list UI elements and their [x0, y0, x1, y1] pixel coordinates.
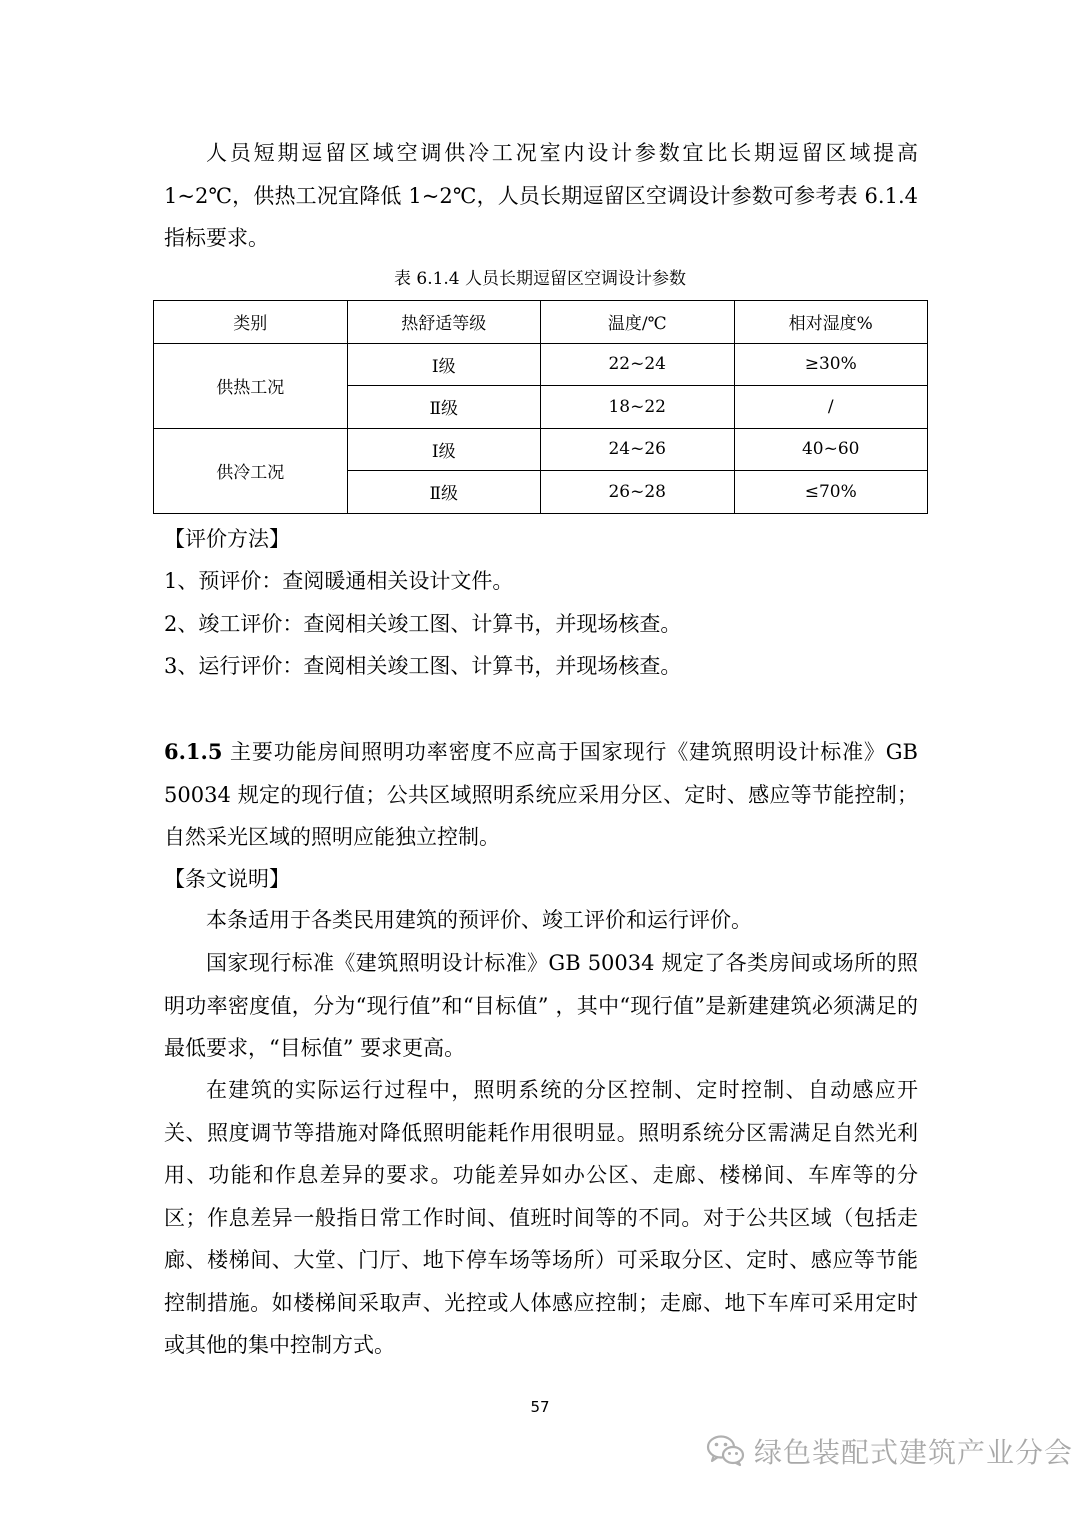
- category-cell: 供冷工况: [154, 428, 348, 513]
- temperature-cell: 18~22: [541, 386, 735, 429]
- header-category: 类别: [154, 301, 348, 344]
- level-cell: Ⅰ级: [347, 428, 541, 471]
- humidity-cell: 40~60: [734, 428, 928, 471]
- temperature-cell: 24~26: [541, 428, 735, 471]
- level-cell: Ⅱ级: [347, 386, 541, 429]
- table-row: [154, 428, 928, 471]
- temperature-cell: 22~24: [541, 343, 735, 386]
- header-humidity: 相对湿度%: [734, 301, 928, 344]
- table-caption: 表 6.1.4 人员长期逗留区空调设计参数: [393, 269, 687, 289]
- header-comfort-level: 热舒适等级: [347, 301, 541, 344]
- clause-paragraph: [164, 731, 918, 859]
- clause-number: 6.1.5: [164, 739, 223, 764]
- evaluation-heading: 【评价方法】: [164, 527, 290, 551]
- watermark-text: 绿色装配式建筑产业分会: [754, 1436, 1074, 1469]
- clause-text: 主要功能房间照明功率密度不应高于国家现行《建筑照明设计标准》GB 50034 规定的现行值；公共区域照明系统应采用分区、定时、感应等节能控制；自然采光区域的照明应能独立控制。: [164, 740, 918, 849]
- explanation-heading: 【条文说明】: [164, 867, 290, 891]
- watermark: [706, 1429, 1073, 1473]
- level-cell: Ⅰ级: [347, 343, 541, 386]
- explanation-paragraph: 在建筑的实际运行过程中，照明系统的分区控制、定时控制、自动感应开关、照度调节等措施对降低照明能耗作用很明显。照明系统分区需满足自然光利用、功能和作息差异的要求。功能差异如办公区、走廊、楼梯间、车库等的分区；作息差异一般指日常工作时间、值班时间等的不同。对于公共区域（包括走廊、楼梯间、大堂、门厅、地下停车场等场所）可采取分区、定时、感应等节能控制措施。如楼梯间采取声、光控或人体感应控制；走廊、地下车库可采用定时或其他的集中控制方式。: [164, 1078, 918, 1357]
- level-cell: Ⅱ级: [347, 471, 541, 514]
- evaluation-item: 3、运行评价：查阅相关竣工图、计算书，并现场核查。: [164, 654, 682, 678]
- humidity-cell: /: [734, 386, 928, 429]
- evaluation-item: 1、预评价：查阅暖通相关设计文件。: [164, 569, 514, 593]
- wechat-icon: [706, 1434, 746, 1468]
- design-parameters-table: [153, 300, 928, 514]
- category-cell: 供热工况: [154, 343, 348, 428]
- humidity-cell: ≥30%: [734, 343, 928, 386]
- intro-paragraph: 人员短期逗留区域空调供冷工况室内设计参数宜比长期逗留区域提高1~2℃，供热工况宜降低 1~2℃，人员长期逗留区空调设计参数可参考表 6.1.4 指标要求。: [164, 141, 918, 250]
- table-row: [154, 343, 928, 386]
- evaluation-item: 2、竣工评价：查阅相关竣工图、计算书，并现场核查。: [164, 612, 682, 636]
- temperature-cell: 26~28: [541, 471, 735, 514]
- explanation-paragraph: 国家现行标准《建筑照明设计标准》GB 50034 规定了各类房间或场所的照明功率密度值，分为“现行值”和“目标值” ，其中“现行值”是新建建筑必须满足的最低要求，“目标值” 要求更高。: [164, 951, 918, 1060]
- header-temperature: 温度/℃: [541, 301, 735, 344]
- page-number: 57: [530, 1398, 550, 1416]
- explanation-paragraph: 本条适用于各类民用建筑的预评价、竣工评价和运行评价。: [206, 908, 752, 932]
- table-header-row: [154, 301, 928, 344]
- humidity-cell: ≤70%: [734, 471, 928, 514]
